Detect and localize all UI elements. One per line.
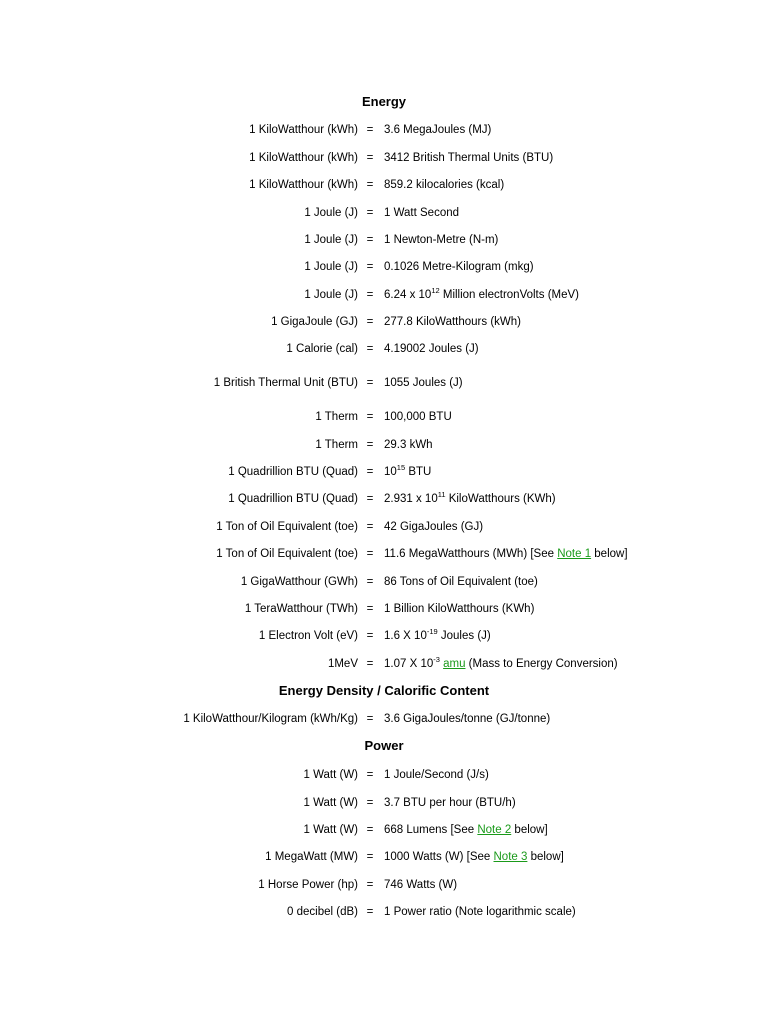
conversion-row [0, 205, 768, 221]
unit-to: 1 Watt Second [384, 207, 460, 219]
unit-to: 1 Newton-Metre (N-m) [384, 234, 499, 246]
equals-sign: = [366, 124, 374, 136]
unit-to-base: 10 [384, 466, 397, 478]
unit-from: 1 British Thermal Unit (BTU) [213, 377, 358, 389]
equals-sign: = [366, 439, 374, 451]
equals-sign: = [366, 316, 374, 328]
section-heading-power: Power [364, 738, 404, 753]
unit-from: 1 Watt (W) [303, 769, 358, 781]
conversion-row [0, 464, 768, 480]
unit-to-suffix: (Mass to Energy Conversion) [465, 658, 618, 670]
unit-to-suffix: below] [527, 851, 564, 863]
equals-sign: = [366, 548, 374, 560]
conversion-row [0, 822, 768, 838]
equals-sign: = [366, 411, 374, 423]
conversion-row [0, 546, 768, 562]
conversion-row [0, 795, 768, 811]
unit-to-suffix: below] [591, 548, 628, 560]
unit-from: 1 Therm [315, 439, 358, 451]
equals-sign: = [366, 521, 374, 533]
conversion-row [0, 849, 768, 865]
note-2-link[interactable]: Note 2 [477, 824, 512, 836]
conversion-row [0, 314, 768, 330]
equals-sign: = [366, 797, 374, 809]
unit-to-suffix: BTU [405, 466, 432, 478]
unit-from: 1 KiloWatthour/Kilogram (kWh/Kg) [183, 713, 358, 725]
equals-sign: = [366, 261, 374, 273]
conversion-row [0, 711, 768, 727]
conversion-row [0, 150, 768, 166]
amu-link[interactable]: amu [443, 658, 466, 670]
equals-sign: = [366, 906, 374, 918]
unit-from: 1MeV [327, 658, 358, 670]
equals-sign: = [366, 824, 374, 836]
unit-to-suffix: KiloWatthours (KWh) [445, 493, 556, 505]
conversion-row [0, 375, 768, 391]
unit-to [384, 464, 431, 480]
unit-from: 1 Electron Volt (eV) [258, 630, 358, 642]
unit-from: 1 Joule (J) [304, 207, 358, 219]
conversion-row [0, 177, 768, 193]
unit-to [384, 628, 491, 644]
unit-to: 1 Billion KiloWatthours (KWh) [384, 603, 535, 615]
unit-to: 3412 British Thermal Units (BTU) [384, 152, 554, 164]
equals-sign: = [366, 493, 374, 505]
equals-sign: = [366, 466, 374, 478]
unit-to: 100,000 BTU [384, 411, 452, 423]
unit-to: 0.1026 Metre-Kilogram (mkg) [384, 261, 534, 273]
unit-from: 0 decibel (dB) [287, 906, 358, 918]
unit-to-base: 668 Lumens [See [384, 824, 478, 836]
note-3-link[interactable]: Note 3 [493, 851, 528, 863]
equals-sign: = [366, 343, 374, 355]
note-1-link[interactable]: Note 1 [557, 548, 592, 560]
unit-to: 277.8 KiloWatthours (kWh) [384, 316, 521, 328]
unit-to [384, 656, 618, 672]
unit-from: 1 KiloWatthour (kWh) [249, 179, 358, 191]
conversion-row [0, 232, 768, 248]
conversion-row [0, 437, 768, 453]
equals-sign: = [366, 658, 374, 670]
unit-to: 3.6 MegaJoules (MJ) [384, 124, 492, 136]
unit-from: 1 Joule (J) [304, 289, 358, 301]
unit-from: 1 Joule (J) [304, 261, 358, 273]
equals-sign: = [366, 377, 374, 389]
equals-sign: = [366, 289, 374, 301]
unit-from: 1 KiloWatthour (kWh) [249, 124, 358, 136]
conversion-row [0, 409, 768, 425]
unit-to: 29.3 kWh [384, 439, 433, 451]
equals-sign: = [366, 576, 374, 588]
equals-sign: = [366, 234, 374, 246]
unit-to-base: 1.07 X 10 [384, 658, 434, 670]
unit-from: 1 MegaWatt (MW) [265, 851, 358, 863]
unit-from: 1 Horse Power (hp) [258, 879, 358, 891]
conversion-row [0, 877, 768, 893]
exponent: -3 [433, 655, 440, 664]
unit-from: 1 Ton of Oil Equivalent (toe) [216, 521, 358, 533]
exponent: -19 [426, 627, 438, 636]
equals-sign: = [366, 879, 374, 891]
unit-to: 859.2 kilocalories (kcal) [384, 179, 505, 191]
exponent: 11 [437, 490, 446, 499]
equals-sign: = [366, 152, 374, 164]
conversion-row [0, 574, 768, 590]
unit-to-base: 2.931 x 10 [384, 493, 438, 505]
unit-from: 1 Calorie (cal) [286, 343, 358, 355]
conversion-row [0, 122, 768, 138]
exponent: 15 [396, 463, 406, 472]
equals-sign: = [366, 630, 374, 642]
unit-from: 1 GigaWatthour (GWh) [240, 576, 358, 588]
conversion-row [0, 904, 768, 920]
unit-to: 42 GigaJoules (GJ) [384, 521, 484, 533]
conversion-row [0, 287, 768, 303]
conversion-row [0, 259, 768, 275]
equals-sign: = [366, 713, 374, 725]
unit-to [384, 287, 579, 303]
unit-from: 1 Watt (W) [303, 797, 358, 809]
unit-to-base: 11.6 MegaWatthours (MWh) [See [384, 548, 558, 560]
unit-to [384, 491, 556, 507]
unit-to [384, 546, 628, 562]
unit-from: 1 Quadrillion BTU (Quad) [228, 493, 358, 505]
unit-to: 1055 Joules (J) [384, 377, 463, 389]
unit-to-suffix: Million electronVolts (MeV) [439, 289, 579, 301]
unit-to: 1 Joule/Second (J/s) [384, 769, 489, 781]
conversion-row [0, 341, 768, 357]
unit-from: 1 GigaJoule (GJ) [271, 316, 358, 328]
unit-to-base: 1.6 X 10 [384, 630, 427, 642]
unit-to-base: 6.24 x 10 [384, 289, 432, 301]
unit-to: 4.19002 Joules (J) [384, 343, 479, 355]
unit-to [384, 822, 548, 838]
equals-sign: = [366, 769, 374, 781]
unit-from: 1 Ton of Oil Equivalent (toe) [216, 548, 358, 560]
section-heading-energy: Energy [361, 94, 407, 109]
unit-to: 3.6 GigaJoules/tonne (GJ/tonne) [384, 713, 551, 725]
unit-from: 1 Therm [315, 411, 358, 423]
equals-sign: = [366, 851, 374, 863]
unit-to: 86 Tons of Oil Equivalent (toe) [384, 576, 538, 588]
equals-sign: = [366, 603, 374, 615]
conversion-row [0, 519, 768, 535]
unit-to: 1 Power ratio (Note logarithmic scale) [384, 906, 576, 918]
conversion-row [0, 628, 768, 644]
section-heading-energy-density: Energy Density / Calorific Content [278, 683, 490, 698]
unit-from: 1 KiloWatthour (kWh) [249, 152, 358, 164]
exponent: 12 [431, 286, 440, 295]
conversion-row [0, 656, 768, 672]
conversion-row [0, 491, 768, 507]
equals-sign: = [366, 179, 374, 191]
unit-to [384, 849, 564, 865]
unit-to: 746 Watts (W) [384, 879, 458, 891]
unit-from: 1 TeraWatthour (TWh) [244, 603, 358, 615]
unit-to-suffix: Joules (J) [437, 630, 491, 642]
equals-sign: = [366, 207, 374, 219]
unit-to-base: 1000 Watts (W) [See [384, 851, 494, 863]
conversion-row [0, 601, 768, 617]
unit-from: 1 Quadrillion BTU (Quad) [228, 466, 358, 478]
unit-to: 3.7 BTU per hour (BTU/h) [384, 797, 516, 809]
unit-from: 1 Watt (W) [303, 824, 358, 836]
conversion-row [0, 767, 768, 783]
unit-to-suffix: below] [511, 824, 548, 836]
unit-from: 1 Joule (J) [304, 234, 358, 246]
